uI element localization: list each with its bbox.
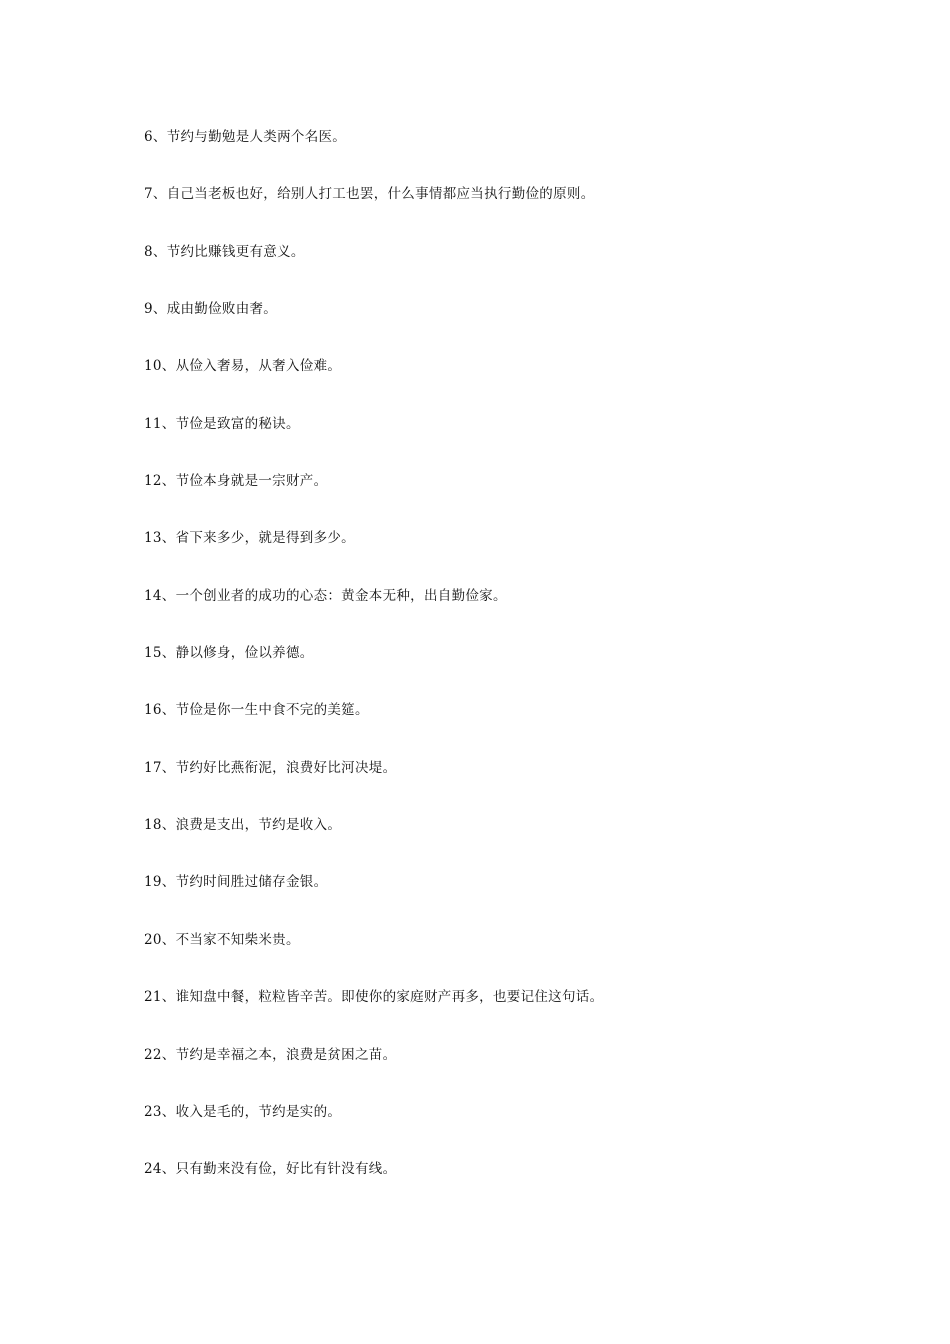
list-item: 17、节约好比燕衔泥，浪费好比河决堤。: [144, 759, 397, 776]
list-item: 16、节俭是你一生中食不完的美筵。: [144, 702, 369, 719]
list-item: 22、节约是幸福之本，浪费是贫困之苗。: [144, 1046, 397, 1063]
list-item: 8、节约比赚钱更有意义。: [144, 243, 305, 260]
list-item: 21、谁知盘中餐，粒粒皆辛苦。即使你的家庭财产再多，也要记住这句话。: [144, 989, 604, 1006]
quote-list: [144, 126, 603, 1216]
list-item: 11、节俭是致富的秘诀。: [144, 415, 300, 432]
list-item: 14、一个创业者的成功的心态：黄金本无种，出自勤俭家。: [144, 587, 507, 604]
list-item: 23、收入是毛的，节约是实的。: [144, 1103, 342, 1120]
list-item: 13、省下来多少，就是得到多少。: [144, 530, 355, 547]
list-item: 10、从俭入奢易，从奢入俭难。: [144, 358, 342, 375]
list-item: 20、不当家不知柴米贵。: [144, 931, 300, 948]
list-item: 24、只有勤来没有俭，好比有针没有线。: [144, 1161, 397, 1178]
list-item: 19、节约时间胜过储存金银。: [144, 874, 328, 891]
list-item: 6、节约与勤勉是人类两个名医。: [144, 129, 347, 145]
list-item: 12、节俭本身就是一宗财产。: [144, 473, 328, 490]
list-item: 15、静以修身，俭以养德。: [144, 645, 314, 662]
list-item: 9、成由勤俭败由奢。: [144, 301, 278, 318]
list-item: 7、自己当老板也好，给别人打工也罢，什么事情都应当执行勤俭的原则。: [144, 186, 595, 203]
list-item: 18、浪费是支出，节约是收入。: [144, 817, 342, 834]
